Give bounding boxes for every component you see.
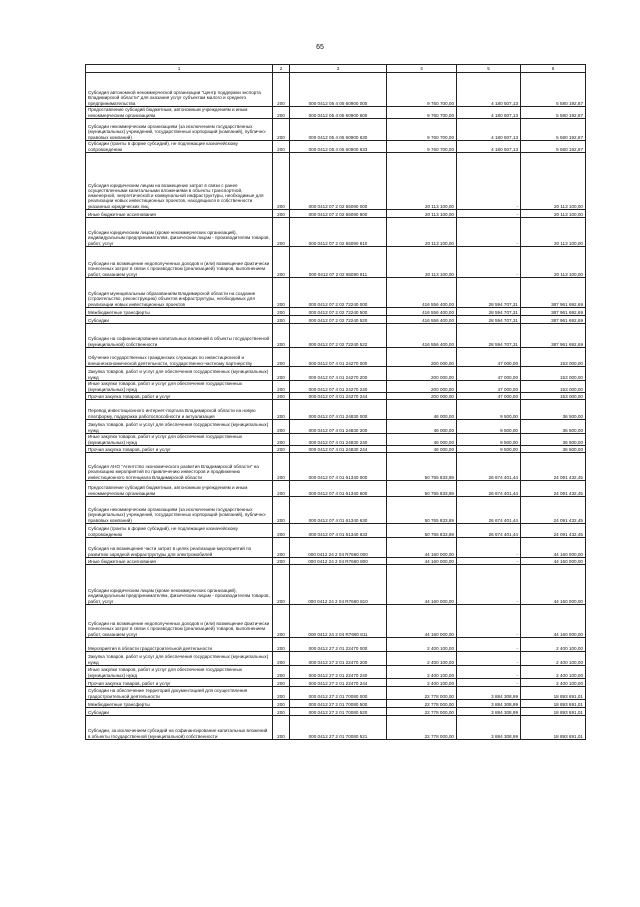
row-name-text: Закупка товаров, работ и услуг для обеспечения государственных (муниципальных) нужд bbox=[88, 369, 269, 380]
admin-code-cell: 200 bbox=[273, 558, 290, 565]
row-name-cell bbox=[86, 605, 273, 638]
executed-amount-cell: 28 594 707,31 bbox=[457, 308, 521, 316]
executed-amount-cell: - bbox=[457, 679, 521, 687]
row-name-text: Субсидии bbox=[88, 317, 109, 323]
table-row bbox=[86, 400, 586, 420]
remaining-amount-cell: 20 113 100,00 bbox=[521, 247, 586, 278]
executed-amount-cell: 28 594 707,31 bbox=[457, 324, 521, 348]
remaining-amount-cell: 153 000,00 bbox=[521, 393, 586, 400]
executed-amount-cell: 28 594 707,31 bbox=[457, 316, 521, 324]
approved-amount-cell: 50 765 833,89 bbox=[387, 481, 457, 497]
approved-amount-cell: 20 113 100,00 bbox=[387, 210, 457, 218]
admin-code-cell: 200 bbox=[273, 446, 290, 453]
executed-amount-cell: 47 000,00 bbox=[457, 348, 521, 367]
executed-amount-cell: - bbox=[457, 638, 521, 652]
row-name-cell bbox=[86, 638, 273, 652]
row-name-text: Закупка товаров, работ и услуг для обеспечения государственных (муниципальных) нужд bbox=[88, 422, 269, 433]
executed-amount-cell: - bbox=[457, 218, 521, 247]
remaining-amount-cell: 44 160 000,00 bbox=[521, 538, 586, 558]
row-name-cell bbox=[86, 119, 273, 141]
budget-table bbox=[85, 64, 586, 740]
admin-code-cell: 200 bbox=[273, 247, 290, 278]
column-header-3: 3 bbox=[290, 65, 387, 73]
executed-amount-cell: 9 500,00 bbox=[457, 446, 521, 453]
row-name-cell bbox=[86, 446, 273, 453]
budget-code-cell: 000 0412 27 2 01 70080 521 bbox=[290, 716, 387, 740]
table-row bbox=[86, 605, 586, 638]
remaining-amount-cell: 2 400 100,00 bbox=[521, 666, 586, 679]
admin-code-cell: 200 bbox=[273, 316, 290, 324]
table-row bbox=[86, 558, 586, 565]
row-name-text: Субсидии (гранты в форме субсидий), не подлежащие казначейскому сопровождению bbox=[88, 141, 238, 152]
executed-amount-cell: 3 884 308,99 bbox=[457, 716, 521, 740]
table-row bbox=[86, 153, 586, 210]
row-name-cell bbox=[86, 420, 273, 434]
remaining-amount-cell: 24 091 432,45 bbox=[521, 497, 586, 524]
executed-amount-cell: 26 674 401,44 bbox=[457, 453, 521, 481]
remaining-amount-cell: 24 091 432,45 bbox=[521, 453, 586, 481]
table-row bbox=[86, 324, 586, 348]
budget-code-cell: 000 0412 07 4 01 61340 600 bbox=[290, 481, 387, 497]
admin-code-cell: 200 bbox=[273, 218, 290, 247]
approved-amount-cell: 2 400 100,00 bbox=[387, 679, 457, 687]
remaining-amount-cell: 44 160 000,00 bbox=[521, 605, 586, 638]
remaining-amount-cell: 5 580 192,87 bbox=[521, 107, 586, 119]
approved-amount-cell: 50 765 833,89 bbox=[387, 524, 457, 538]
row-name-text: Обучение государственных гражданских служащих по инвестиционной и внешнеэкономической деятельности, государственно-частному партнерству bbox=[88, 355, 253, 366]
table-row bbox=[86, 247, 586, 278]
executed-amount-cell: - bbox=[457, 666, 521, 679]
row-name-cell bbox=[86, 308, 273, 316]
approved-amount-cell: 22 778 000,00 bbox=[387, 700, 457, 708]
remaining-amount-cell: 153 000,00 bbox=[521, 348, 586, 367]
row-name-text: Прочая закупка товаров, работ и услуг bbox=[88, 446, 171, 452]
remaining-amount-cell: 36 500,00 bbox=[521, 446, 586, 453]
row-name-text: Предоставление субсидий бюджетным, автономным учреждениям и иным некоммерческим организациям bbox=[88, 107, 248, 118]
budget-code-cell: 000 0412 07 4 01 24270 000 bbox=[290, 348, 387, 367]
table-row bbox=[86, 708, 586, 716]
approved-amount-cell: 46 000,00 bbox=[387, 420, 457, 434]
approved-amount-cell: 416 556 400,00 bbox=[387, 324, 457, 348]
row-name-text: Иные бюджетные ассигнования bbox=[88, 211, 156, 217]
remaining-amount-cell: 387 961 692,69 bbox=[521, 324, 586, 348]
table-row bbox=[86, 481, 586, 497]
table-row bbox=[86, 434, 586, 446]
admin-code-cell: 200 bbox=[273, 393, 290, 400]
table-row bbox=[86, 453, 586, 481]
remaining-amount-cell: 387 961 692,69 bbox=[521, 308, 586, 316]
row-name-text: Иные бюджетные ассигнования bbox=[88, 558, 156, 564]
row-name-text: Предоставление субсидий бюджетным, автономным учреждениям и иным некоммерческим организациям bbox=[88, 485, 248, 496]
row-name-text: Субсидия муниципальным образованиям Владимирской области на создание (строительство, реконструкцию) объектов инфраструктуры, необходимых для реализации новых инвестиционных проектов bbox=[88, 291, 256, 307]
approved-amount-cell: 2 400 100,00 bbox=[387, 652, 457, 666]
row-name-text: Субсидии юридическим лицам (кроме некоммерческих организаций), индивидуальным предпринимателям, физическим лицам - производителям товаров, работ, услуг bbox=[88, 588, 270, 604]
budget-code-cell: 000 0412 07 4 01 24270 244 bbox=[290, 393, 387, 400]
approved-amount-cell: 22 778 000,00 bbox=[387, 687, 457, 700]
admin-code-cell: 200 bbox=[273, 666, 290, 679]
row-name-text: Иные закупки товаров, работ и услуг для обеспечения государственных (муниципальных) нужд bbox=[88, 434, 243, 445]
approved-amount-cell: 46 000,00 bbox=[387, 400, 457, 420]
admin-code-cell: 200 bbox=[273, 708, 290, 716]
header-row bbox=[86, 65, 586, 73]
executed-amount-cell: 28 594 707,31 bbox=[457, 278, 521, 308]
table-row bbox=[86, 141, 586, 153]
row-name-cell bbox=[86, 497, 273, 524]
admin-code-cell: 200 bbox=[273, 434, 290, 446]
column-header-4: 4 bbox=[387, 65, 457, 73]
remaining-amount-cell: 2 400 100,00 bbox=[521, 652, 586, 666]
table-row bbox=[86, 497, 586, 524]
approved-amount-cell: 46 000,00 bbox=[387, 434, 457, 446]
budget-code-cell: 000 0412 07 4 01 61340 633 bbox=[290, 524, 387, 538]
remaining-amount-cell: 18 893 691,01 bbox=[521, 708, 586, 716]
row-name-cell bbox=[86, 247, 273, 278]
budget-code-cell: 000 0412 27 2 01 22470 244 bbox=[290, 679, 387, 687]
admin-code-cell: 200 bbox=[273, 73, 290, 107]
budget-code-cell: 000 0412 27 2 01 22470 000 bbox=[290, 638, 387, 652]
row-name-text: Субсидии на софинансирование капитальных вложений в объекты государственной (муниципальной) собственности bbox=[88, 336, 270, 347]
row-name-cell bbox=[86, 679, 273, 687]
budget-code-cell: 000 0412 07 2 02 72240 520 bbox=[290, 316, 387, 324]
row-name-text: Субсидии, за исключением субсидий на софинансирование капитальных вложений в объекты государственной (муниципальной) собственности bbox=[88, 728, 268, 739]
executed-amount-cell: - bbox=[457, 538, 521, 558]
budget-code-cell: 000 0412 07 4 01 24830 244 bbox=[290, 446, 387, 453]
executed-amount-cell: 3 884 308,99 bbox=[457, 687, 521, 700]
table-row bbox=[86, 652, 586, 666]
column-header-2: 2 bbox=[273, 65, 290, 73]
approved-amount-cell: 9 760 700,00 bbox=[387, 141, 457, 153]
remaining-amount-cell: 20 113 100,00 bbox=[521, 218, 586, 247]
table-row bbox=[86, 107, 586, 119]
executed-amount-cell: - bbox=[457, 605, 521, 638]
row-name-cell bbox=[86, 278, 273, 308]
table-row bbox=[86, 538, 586, 558]
row-name-text: Межбюджетные трансферты bbox=[88, 701, 150, 707]
row-name-text: Межбюджетные трансферты bbox=[88, 309, 150, 315]
row-name-cell bbox=[86, 708, 273, 716]
row-name-cell bbox=[86, 324, 273, 348]
approved-amount-cell: 44 160 000,00 bbox=[387, 558, 457, 565]
budget-code-cell: 000 0412 27 2 01 70080 500 bbox=[290, 700, 387, 708]
executed-amount-cell: - bbox=[457, 210, 521, 218]
budget-code-cell: 000 0412 07 2 02 65090 811 bbox=[290, 247, 387, 278]
row-name-text: Субсидия автономной некоммерческой организации "Центр поддержки экспорта Владимирской области" для оказания услуг субъектам малого и среднего предпринимательства bbox=[88, 90, 261, 106]
remaining-amount-cell: 36 500,00 bbox=[521, 434, 586, 446]
executed-amount-cell: 26 674 401,44 bbox=[457, 497, 521, 524]
approved-amount-cell: 44 160 000,00 bbox=[387, 538, 457, 558]
approved-amount-cell: 416 556 400,00 bbox=[387, 316, 457, 324]
budget-code-cell: 000 0412 07 4 01 24270 240 bbox=[290, 381, 387, 393]
executed-amount-cell: - bbox=[457, 652, 521, 666]
row-name-text: Субсидии на обеспечение территорий документацией для осуществления градостроительной деятельности bbox=[88, 688, 248, 699]
approved-amount-cell: 44 160 000,00 bbox=[387, 605, 457, 638]
row-name-cell bbox=[86, 453, 273, 481]
row-name-text: Прочая закупка товаров, работ и услуг bbox=[88, 393, 171, 399]
budget-code-cell: 000 0412 05 4 05 60900 000 bbox=[290, 73, 387, 107]
admin-code-cell: 200 bbox=[273, 367, 290, 381]
executed-amount-cell: - bbox=[457, 565, 521, 605]
approved-amount-cell: 20 113 100,00 bbox=[387, 153, 457, 210]
remaining-amount-cell: 44 160 000,00 bbox=[521, 558, 586, 565]
admin-code-cell: 200 bbox=[273, 348, 290, 367]
executed-amount-cell: 9 500,00 bbox=[457, 400, 521, 420]
row-name-cell bbox=[86, 652, 273, 666]
admin-code-cell: 200 bbox=[273, 381, 290, 393]
table-row bbox=[86, 393, 586, 400]
row-name-cell bbox=[86, 400, 273, 420]
row-name-cell bbox=[86, 73, 273, 107]
table-row bbox=[86, 218, 586, 247]
table-row bbox=[86, 565, 586, 605]
table-row bbox=[86, 316, 586, 324]
remaining-amount-cell: 18 893 691,01 bbox=[521, 687, 586, 700]
row-name-text: Субсидии некоммерческим организациям (за исключением государственных (муниципальных) учреждений, государственных корпораций (компаний), публично-правовых компаний) bbox=[88, 124, 267, 140]
approved-amount-cell: 44 160 000,00 bbox=[387, 565, 457, 605]
admin-code-cell: 200 bbox=[273, 605, 290, 638]
remaining-amount-cell: 36 500,00 bbox=[521, 400, 586, 420]
approved-amount-cell: 46 000,00 bbox=[387, 446, 457, 453]
remaining-amount-cell: 24 091 432,45 bbox=[521, 481, 586, 497]
budget-code-cell: 000 0412 07 4 01 61340 000 bbox=[290, 453, 387, 481]
table-row bbox=[86, 381, 586, 393]
admin-code-cell: 200 bbox=[273, 420, 290, 434]
admin-code-cell: 200 bbox=[273, 153, 290, 210]
admin-code-cell: 200 bbox=[273, 278, 290, 308]
approved-amount-cell: 2 400 100,00 bbox=[387, 666, 457, 679]
table-row bbox=[86, 687, 586, 700]
budget-code-cell: 000 0412 07 4 01 24830 200 bbox=[290, 420, 387, 434]
admin-code-cell: 200 bbox=[273, 308, 290, 316]
row-name-cell bbox=[86, 700, 273, 708]
page-number: 65 bbox=[316, 44, 324, 51]
executed-amount-cell: - bbox=[457, 247, 521, 278]
approved-amount-cell: 416 556 400,00 bbox=[387, 278, 457, 308]
row-name-cell bbox=[86, 348, 273, 367]
row-name-text: Субсидия АНО "Агентство экономического развития Владимирской области" на реализацию мероприятий по привлечению инвесторов и продвижению инвестиционного потенциала Владимирской области bbox=[88, 464, 259, 480]
approved-amount-cell: 20 113 100,00 bbox=[387, 218, 457, 247]
table-row bbox=[86, 210, 586, 218]
row-name-cell bbox=[86, 558, 273, 565]
admin-code-cell: 200 bbox=[273, 141, 290, 153]
table-row bbox=[86, 700, 586, 708]
approved-amount-cell: 20 113 100,00 bbox=[387, 247, 457, 278]
table-row bbox=[86, 446, 586, 453]
table-row bbox=[86, 119, 586, 141]
row-name-cell bbox=[86, 381, 273, 393]
admin-code-cell: 200 bbox=[273, 687, 290, 700]
executed-amount-cell: 26 674 401,44 bbox=[457, 524, 521, 538]
admin-code-cell: 200 bbox=[273, 716, 290, 740]
table-row bbox=[86, 524, 586, 538]
row-name-text: Субсидии некоммерческим организациям (за исключением государственных (муниципальных) учреждений, государственных корпораций (компаний), публично-правовых компаний) bbox=[88, 507, 267, 523]
row-name-text: Субсидии на возмещение недополученных доходов и (или) возмещение фактически понесенных затрат в связи с производством (реализацией) товаров, выполнением работ, оказанием услуг bbox=[88, 621, 270, 637]
admin-code-cell: 200 bbox=[273, 524, 290, 538]
row-name-text: Закупка товаров, работ и услуг для обеспечения государственных (муниципальных) нужд bbox=[88, 654, 269, 665]
table-row bbox=[86, 73, 586, 107]
budget-code-cell: 000 0412 24 2 04 R7660 810 bbox=[290, 565, 387, 605]
budget-code-cell: 000 0412 07 4 01 24830 000 bbox=[290, 400, 387, 420]
admin-code-cell: 200 bbox=[273, 565, 290, 605]
executed-amount-cell: 3 884 308,99 bbox=[457, 708, 521, 716]
remaining-amount-cell: 24 091 432,45 bbox=[521, 524, 586, 538]
table-row bbox=[86, 348, 586, 367]
row-name-text: Прочая закупка товаров, работ и услуг bbox=[88, 680, 171, 686]
column-header-1: 1 bbox=[86, 65, 273, 73]
budget-code-cell: 000 0412 27 2 01 22470 240 bbox=[290, 666, 387, 679]
admin-code-cell: 200 bbox=[273, 679, 290, 687]
remaining-amount-cell: 20 113 100,00 bbox=[521, 210, 586, 218]
executed-amount-cell: 47 000,00 bbox=[457, 367, 521, 381]
executed-amount-cell: 4 180 507,13 bbox=[457, 107, 521, 119]
admin-code-cell: 200 bbox=[273, 652, 290, 666]
budget-code-cell: 000 0412 07 4 01 61340 630 bbox=[290, 497, 387, 524]
row-name-cell bbox=[86, 153, 273, 210]
row-name-text: Субсидия на возмещение части затрат в целях реализации мероприятий по развитию зарядной инфраструктуры для электромобилей bbox=[88, 546, 252, 557]
row-name-text: Иные закупки товаров, работ и услуг для обеспечения государственных (муниципальных) нужд bbox=[88, 667, 243, 678]
row-name-cell bbox=[86, 393, 273, 400]
budget-code-cell: 000 0412 27 2 01 22470 200 bbox=[290, 652, 387, 666]
approved-amount-cell: 200 000,00 bbox=[387, 393, 457, 400]
admin-code-cell: 200 bbox=[273, 453, 290, 481]
admin-code-cell: 200 bbox=[273, 538, 290, 558]
remaining-amount-cell: 44 160 000,00 bbox=[521, 565, 586, 605]
row-name-text: Субсидии на возмещение недополученных доходов и (или) возмещение фактически понесенных затрат в связи с производством (реализацией) товаров, выполнением работ, оказанием услуг bbox=[88, 261, 270, 277]
row-name-text: Иные закупки товаров, работ и услуг для обеспечения государственных (муниципальных) нужд bbox=[88, 381, 243, 392]
admin-code-cell: 200 bbox=[273, 638, 290, 652]
row-name-cell bbox=[86, 141, 273, 153]
approved-amount-cell: 416 556 400,00 bbox=[387, 308, 457, 316]
admin-code-cell: 200 bbox=[273, 497, 290, 524]
approved-amount-cell: 9 760 700,00 bbox=[387, 73, 457, 107]
admin-code-cell: 200 bbox=[273, 700, 290, 708]
budget-code-cell: 000 0412 05 4 05 60900 633 bbox=[290, 141, 387, 153]
table-row bbox=[86, 278, 586, 308]
remaining-amount-cell: 18 893 691,01 bbox=[521, 700, 586, 708]
budget-code-cell: 000 0412 05 4 05 60900 630 bbox=[290, 119, 387, 141]
column-header-5: 5 bbox=[457, 65, 521, 73]
table-row bbox=[86, 367, 586, 381]
row-name-text: Мероприятия в области градостроительной деятельности bbox=[88, 645, 213, 651]
admin-code-cell: 200 bbox=[273, 481, 290, 497]
approved-amount-cell: 50 765 833,89 bbox=[387, 497, 457, 524]
budget-code-cell: 000 0412 07 2 02 65090 800 bbox=[290, 210, 387, 218]
row-name-cell bbox=[86, 666, 273, 679]
budget-code-cell: 000 0412 07 2 02 72240 522 bbox=[290, 324, 387, 348]
remaining-amount-cell: 387 961 692,69 bbox=[521, 278, 586, 308]
row-name-cell bbox=[86, 687, 273, 700]
admin-code-cell: 200 bbox=[273, 400, 290, 420]
row-name-cell bbox=[86, 316, 273, 324]
executed-amount-cell: 47 000,00 bbox=[457, 393, 521, 400]
remaining-amount-cell: 2 400 100,00 bbox=[521, 638, 586, 652]
executed-amount-cell: 47 000,00 bbox=[457, 381, 521, 393]
approved-amount-cell: 22 778 000,00 bbox=[387, 708, 457, 716]
row-name-cell bbox=[86, 565, 273, 605]
executed-amount-cell: - bbox=[457, 153, 521, 210]
budget-code-cell: 000 0412 07 2 02 65090 810 bbox=[290, 218, 387, 247]
remaining-amount-cell: 20 113 100,00 bbox=[521, 153, 586, 210]
row-name-cell bbox=[86, 538, 273, 558]
remaining-amount-cell: 36 500,00 bbox=[521, 420, 586, 434]
approved-amount-cell: 200 000,00 bbox=[387, 348, 457, 367]
budget-code-cell: 000 0412 05 4 05 60900 600 bbox=[290, 107, 387, 119]
executed-amount-cell: - bbox=[457, 558, 521, 565]
row-name-cell bbox=[86, 210, 273, 218]
row-name-cell bbox=[86, 434, 273, 446]
remaining-amount-cell: 18 893 691,01 bbox=[521, 716, 586, 740]
approved-amount-cell: 22 778 000,00 bbox=[387, 716, 457, 740]
table-row bbox=[86, 308, 586, 316]
admin-code-cell: 200 bbox=[273, 324, 290, 348]
approved-amount-cell: 200 000,00 bbox=[387, 381, 457, 393]
approved-amount-cell: 9 760 700,00 bbox=[387, 119, 457, 141]
budget-code-cell: 000 0412 07 4 01 24830 240 bbox=[290, 434, 387, 446]
remaining-amount-cell: 5 580 192,87 bbox=[521, 73, 586, 107]
admin-code-cell: 200 bbox=[273, 119, 290, 141]
budget-code-cell: 000 0412 24 2 04 R7660 000 bbox=[290, 538, 387, 558]
remaining-amount-cell: 5 580 192,87 bbox=[521, 119, 586, 141]
table-row bbox=[86, 666, 586, 679]
admin-code-cell: 200 bbox=[273, 107, 290, 119]
remaining-amount-cell: 153 000,00 bbox=[521, 367, 586, 381]
budget-code-cell: 000 0412 07 2 02 72240 500 bbox=[290, 308, 387, 316]
row-name-cell bbox=[86, 716, 273, 740]
remaining-amount-cell: 387 961 692,69 bbox=[521, 316, 586, 324]
executed-amount-cell: 9 500,00 bbox=[457, 434, 521, 446]
approved-amount-cell: 50 765 833,89 bbox=[387, 453, 457, 481]
table-row bbox=[86, 679, 586, 687]
row-name-cell bbox=[86, 367, 273, 381]
executed-amount-cell: 4 180 507,13 bbox=[457, 141, 521, 153]
row-name-cell bbox=[86, 218, 273, 247]
admin-code-cell: 200 bbox=[273, 210, 290, 218]
budget-code-cell: 000 0412 27 2 01 70080 520 bbox=[290, 708, 387, 716]
row-name-text: Субсидия юридическим лицам на возмещение затрат в связи с ранее осуществленными капитальными вложениями в объекты транспортной, инженерной, энергетической и коммунальной инфраструктуры, необходимые для реализации новых инвестиционных проектов, находящихся в собственности указанных юридических лиц bbox=[88, 182, 264, 209]
table-row bbox=[86, 716, 586, 740]
row-name-text: Субсидии bbox=[88, 709, 109, 715]
column-header-6: 6 bbox=[521, 65, 586, 73]
row-name-text: Субсидии юридическим лицам (кроме некоммерческих организаций), индивидуальным предпринимателям, физическим лицам - производителям товаров, работ, услуг bbox=[88, 230, 270, 246]
approved-amount-cell: 200 000,00 bbox=[387, 367, 457, 381]
row-name-text: Субсидии (гранты в форме субсидий), не подлежащие казначейскому сопровождению bbox=[88, 526, 238, 537]
approved-amount-cell: 9 760 700,00 bbox=[387, 107, 457, 119]
remaining-amount-cell: 153 000,00 bbox=[521, 381, 586, 393]
budget-code-cell: 000 0412 07 2 02 72240 000 bbox=[290, 278, 387, 308]
budget-code-cell: 000 0412 27 2 01 70080 000 bbox=[290, 687, 387, 700]
table-row bbox=[86, 420, 586, 434]
budget-code-cell: 000 0412 24 2 04 R7660 811 bbox=[290, 605, 387, 638]
budget-code-cell: 000 0412 24 2 04 R7660 800 bbox=[290, 558, 387, 565]
executed-amount-cell: 4 180 507,13 bbox=[457, 119, 521, 141]
executed-amount-cell: 3 884 308,99 bbox=[457, 700, 521, 708]
remaining-amount-cell: 5 580 192,87 bbox=[521, 141, 586, 153]
row-name-cell bbox=[86, 107, 273, 119]
executed-amount-cell: 26 674 401,44 bbox=[457, 481, 521, 497]
executed-amount-cell: 9 500,00 bbox=[457, 420, 521, 434]
row-name-text: Перевод инвестиционного интернет-портала Владимирской области на новую платформу, поддержка работоспособности и актуализация bbox=[88, 408, 256, 419]
budget-code-cell: 000 0412 07 2 02 65090 000 bbox=[290, 153, 387, 210]
budget-code-cell: 000 0412 07 4 01 24270 200 bbox=[290, 367, 387, 381]
table-row bbox=[86, 638, 586, 652]
row-name-cell bbox=[86, 524, 273, 538]
row-name-cell bbox=[86, 481, 273, 497]
executed-amount-cell: 4 180 507,13 bbox=[457, 73, 521, 107]
approved-amount-cell: 2 400 100,00 bbox=[387, 638, 457, 652]
remaining-amount-cell: 2 400 100,00 bbox=[521, 679, 586, 687]
